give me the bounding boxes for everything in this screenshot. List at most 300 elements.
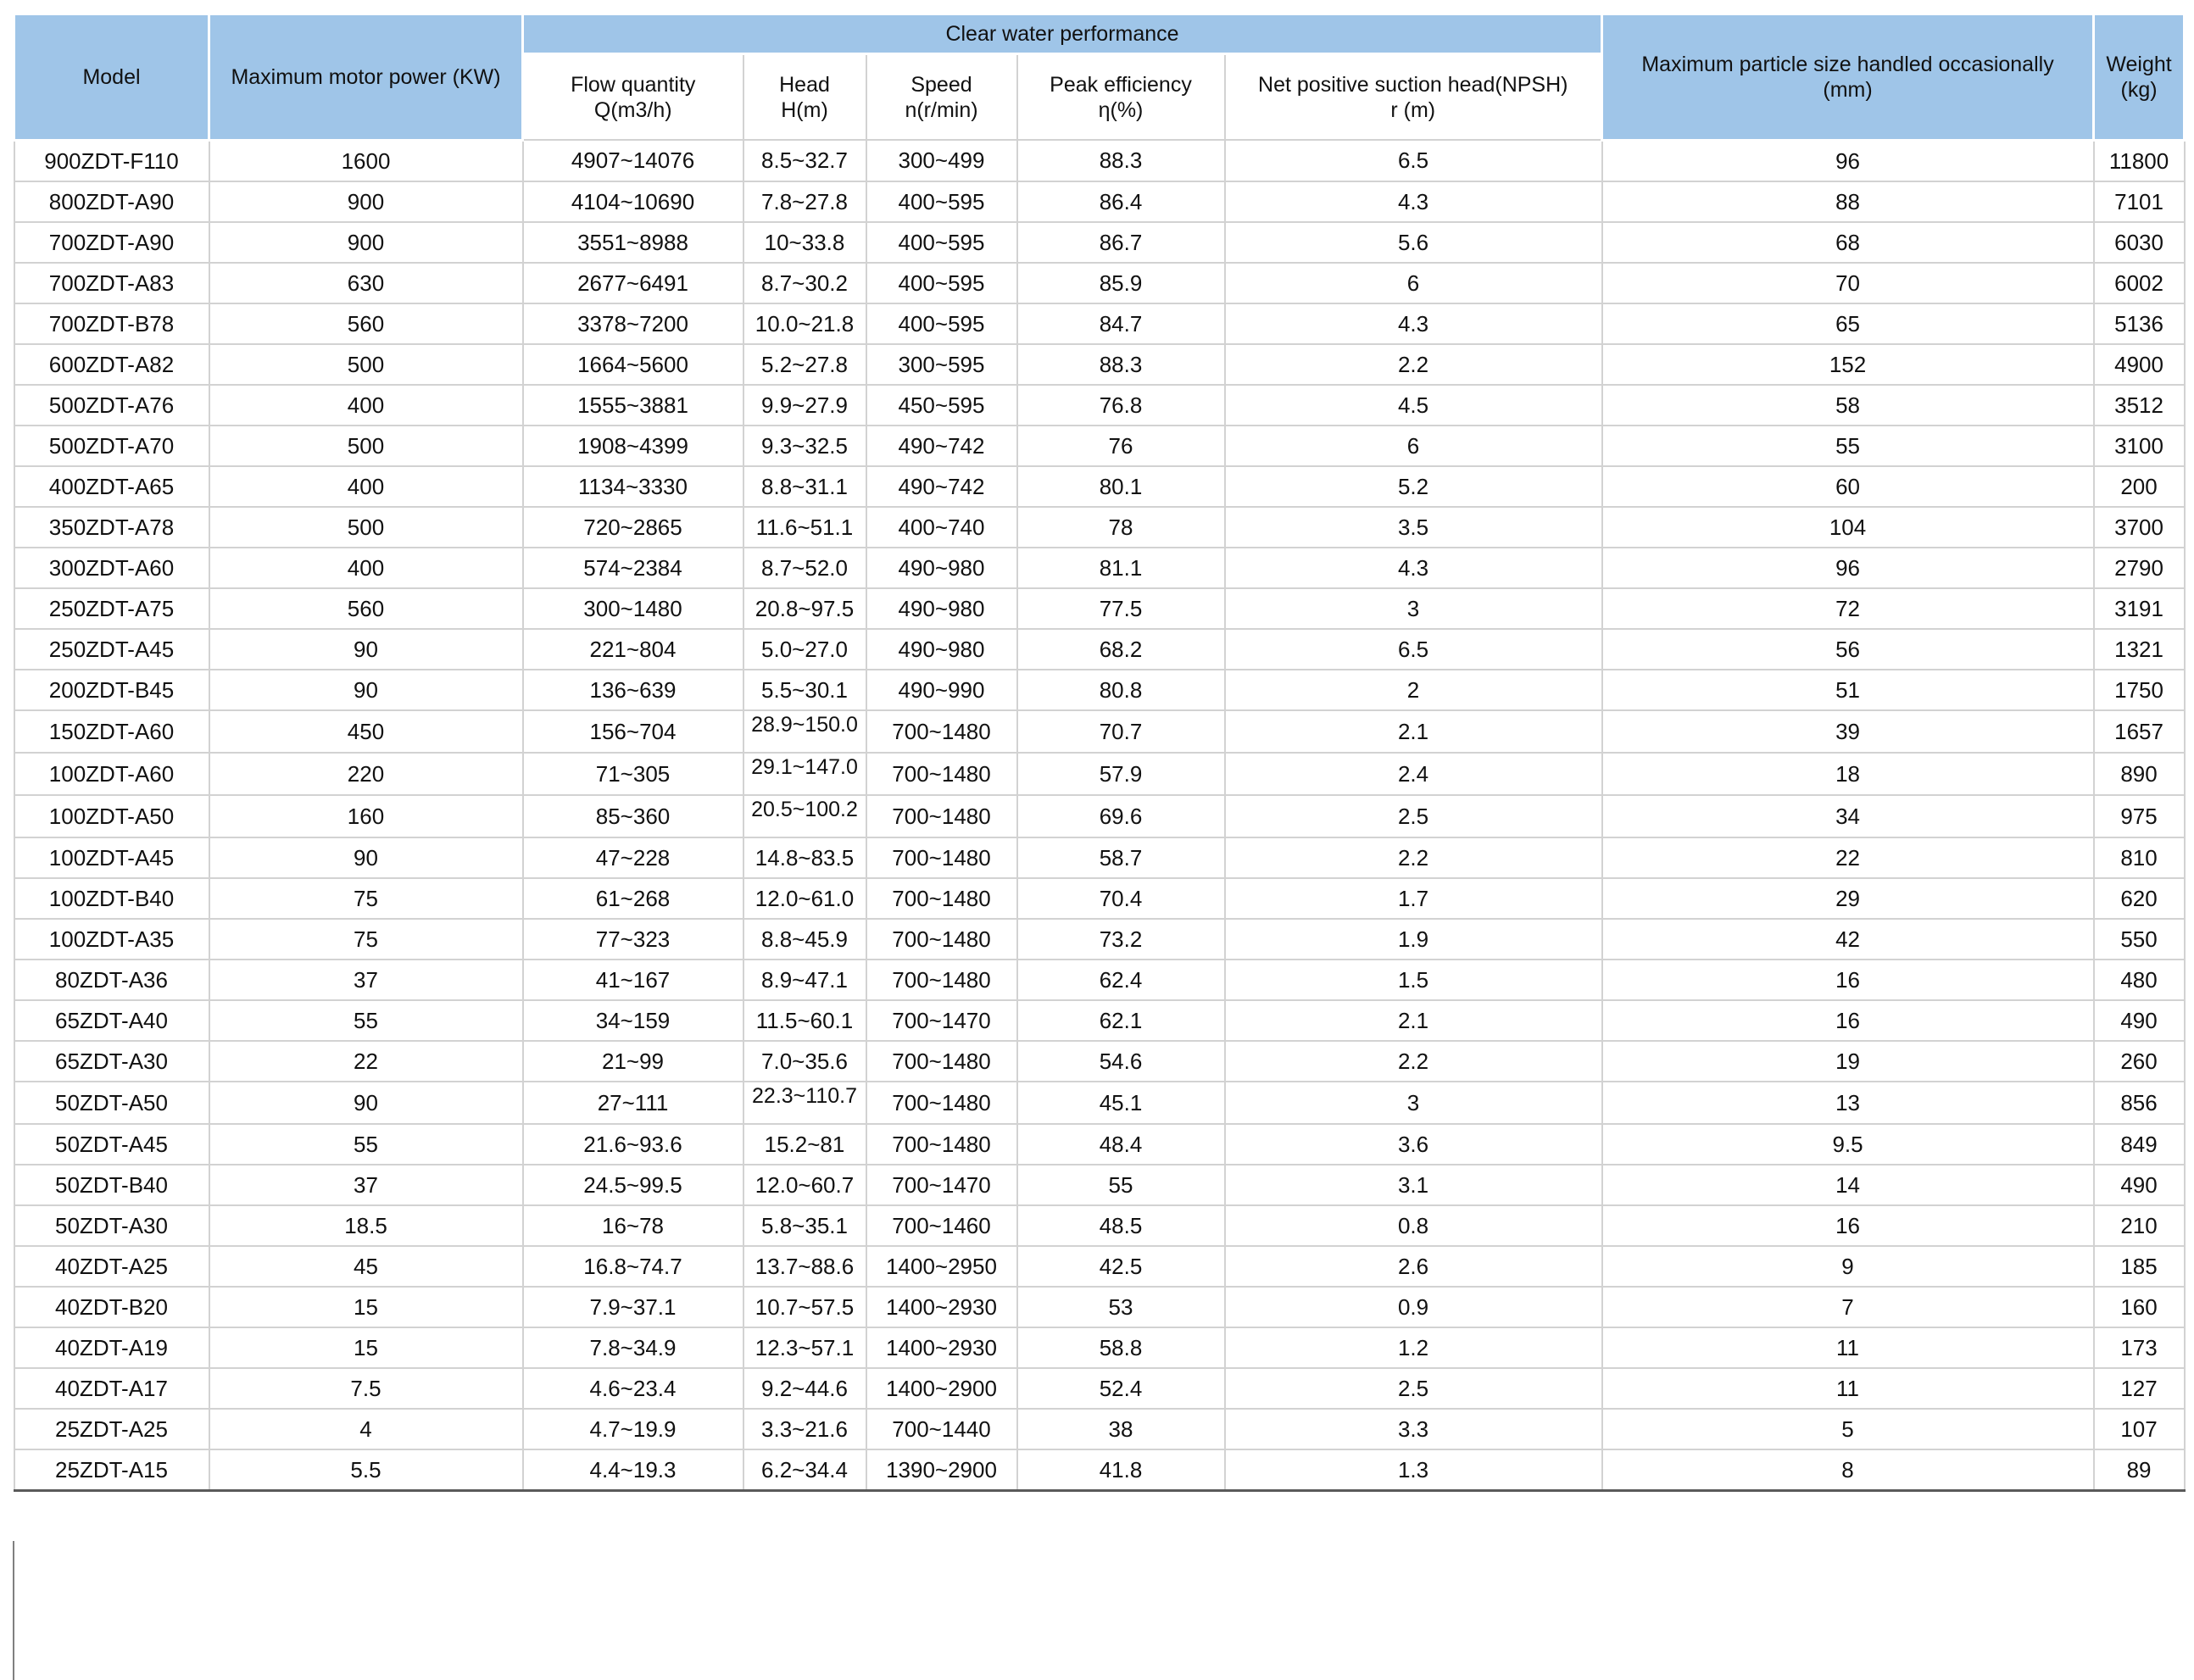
cell-speed: 400~595: [866, 222, 1017, 263]
cell-motor-power: 37: [209, 960, 523, 1000]
cell-motor-power: 400: [209, 466, 523, 507]
table-row: [14, 181, 2185, 222]
cell-npsh: 2.2: [1225, 344, 1602, 385]
cell-head: 3.3~21.6: [743, 1409, 866, 1449]
cell-model: 100ZDT-B40: [14, 878, 209, 919]
cell-model: 350ZDT-A78: [14, 507, 209, 548]
table-row: [14, 1000, 2185, 1041]
cell-flow: 1664~5600: [523, 344, 743, 385]
cell-particle-size: 29: [1602, 878, 2094, 919]
cell-model: 40ZDT-A19: [14, 1327, 209, 1368]
cell-motor-power: 500: [209, 426, 523, 466]
cell-weight: 160: [2094, 1287, 2185, 1327]
cell-speed: 400~595: [866, 263, 1017, 303]
cell-head: 29.1~147.0: [743, 753, 866, 795]
cell-model: 250ZDT-A45: [14, 629, 209, 670]
cell-npsh: 3.6: [1225, 1124, 1602, 1165]
cell-flow: 16~78: [523, 1205, 743, 1246]
cell-efficiency: 62.1: [1017, 1000, 1225, 1041]
cell-model: 700ZDT-A90: [14, 222, 209, 263]
cell-model: 40ZDT-A17: [14, 1368, 209, 1409]
cell-motor-power: 15: [209, 1287, 523, 1327]
cell-motor-power: 900: [209, 181, 523, 222]
cell-npsh: 5.6: [1225, 222, 1602, 263]
cell-flow: 85~360: [523, 795, 743, 837]
cell-weight: 856: [2094, 1082, 2185, 1124]
table-body: [14, 140, 2185, 1490]
cell-speed: 300~595: [866, 344, 1017, 385]
cell-efficiency: 70.7: [1017, 710, 1225, 753]
table-row: [14, 753, 2185, 795]
cell-motor-power: 220: [209, 753, 523, 795]
cell-speed: 700~1460: [866, 1205, 1017, 1246]
cell-flow: 77~323: [523, 919, 743, 960]
cell-npsh: 2.2: [1225, 837, 1602, 878]
table-row: [14, 466, 2185, 507]
header-efficiency-unit: η(%): [1098, 97, 1144, 122]
cell-efficiency: 62.4: [1017, 960, 1225, 1000]
table-row: [14, 919, 2185, 960]
cell-head: 9.2~44.6: [743, 1368, 866, 1409]
cell-particle-size: 5: [1602, 1409, 2094, 1449]
cell-npsh: 2.5: [1225, 795, 1602, 837]
cell-speed: 490~742: [866, 466, 1017, 507]
cell-motor-power: 18.5: [209, 1205, 523, 1246]
cell-particle-size: 9: [1602, 1246, 2094, 1287]
cell-particle-size: 9.5: [1602, 1124, 2094, 1165]
cell-particle-size: 60: [1602, 466, 2094, 507]
cell-model: 700ZDT-B78: [14, 303, 209, 344]
cell-efficiency: 73.2: [1017, 919, 1225, 960]
cell-head: 8.8~45.9: [743, 919, 866, 960]
cell-flow: 221~804: [523, 629, 743, 670]
cell-flow: 574~2384: [523, 548, 743, 588]
cell-efficiency: 45.1: [1017, 1082, 1225, 1124]
cell-particle-size: 56: [1602, 629, 2094, 670]
cell-motor-power: 22: [209, 1041, 523, 1082]
cell-motor-power: 400: [209, 548, 523, 588]
cell-head: 8.5~32.7: [743, 140, 866, 181]
table-row: [14, 548, 2185, 588]
cell-speed: 1400~2950: [866, 1246, 1017, 1287]
cell-flow: 41~167: [523, 960, 743, 1000]
cell-npsh: 0.8: [1225, 1205, 1602, 1246]
cell-motor-power: 1600: [209, 140, 523, 181]
cell-npsh: 2.1: [1225, 1000, 1602, 1041]
table-row: [14, 629, 2185, 670]
cell-efficiency: 68.2: [1017, 629, 1225, 670]
cell-npsh: 1.3: [1225, 1449, 1602, 1491]
cell-model: 40ZDT-A25: [14, 1246, 209, 1287]
header-speed: [866, 54, 1017, 141]
cell-weight: 550: [2094, 919, 2185, 960]
cell-npsh: 4.3: [1225, 181, 1602, 222]
cell-flow: 34~159: [523, 1000, 743, 1041]
cell-weight: 2790: [2094, 548, 2185, 588]
cell-npsh: 3.5: [1225, 507, 1602, 548]
cell-head: 10.7~57.5: [743, 1287, 866, 1327]
cell-particle-size: 11: [1602, 1368, 2094, 1409]
cell-speed: 1400~2930: [866, 1287, 1017, 1327]
header-head: [743, 54, 866, 141]
cell-motor-power: 90: [209, 1082, 523, 1124]
cell-weight: 490: [2094, 1165, 2185, 1205]
cell-particle-size: 58: [1602, 385, 2094, 426]
table-row: [14, 710, 2185, 753]
cell-flow: 27~111: [523, 1082, 743, 1124]
cell-weight: 11800: [2094, 140, 2185, 181]
cell-head: 12.0~61.0: [743, 878, 866, 919]
cell-speed: 490~980: [866, 629, 1017, 670]
cell-efficiency: 58.7: [1017, 837, 1225, 878]
cell-head: 6.2~34.4: [743, 1449, 866, 1491]
cell-head: 8.7~52.0: [743, 548, 866, 588]
cell-efficiency: 52.4: [1017, 1368, 1225, 1409]
cell-speed: 300~499: [866, 140, 1017, 181]
cell-head: 14.8~83.5: [743, 837, 866, 878]
cell-speed: 700~1480: [866, 795, 1017, 837]
cell-efficiency: 42.5: [1017, 1246, 1225, 1287]
pump-spec-table: [13, 13, 2186, 1492]
cell-speed: 1400~2900: [866, 1368, 1017, 1409]
cell-weight: 7101: [2094, 181, 2185, 222]
cell-weight: 3512: [2094, 385, 2185, 426]
cell-npsh: 2: [1225, 670, 1602, 710]
header-flow-label: Flow quantity: [571, 72, 696, 97]
cell-efficiency: 88.3: [1017, 140, 1225, 181]
cell-weight: 3700: [2094, 507, 2185, 548]
cell-model: 65ZDT-A40: [14, 1000, 209, 1041]
cell-speed: 700~1480: [866, 1041, 1017, 1082]
header-npsh-unit: r (m): [1390, 97, 1436, 122]
cell-weight: 480: [2094, 960, 2185, 1000]
cell-model: 300ZDT-A60: [14, 548, 209, 588]
header-flow-unit: Q(m3/h): [593, 97, 672, 122]
cell-head: 10.0~21.8: [743, 303, 866, 344]
cell-motor-power: 500: [209, 507, 523, 548]
cell-head: 22.3~110.7: [743, 1082, 866, 1124]
cell-flow: 136~639: [523, 670, 743, 710]
cell-efficiency: 69.6: [1017, 795, 1225, 837]
cell-particle-size: 14: [1602, 1165, 2094, 1205]
cell-head: 8.8~31.1: [743, 466, 866, 507]
cell-efficiency: 84.7: [1017, 303, 1225, 344]
cell-head: 28.9~150.0: [743, 710, 866, 753]
cell-head: 5.5~30.1: [743, 670, 866, 710]
cell-motor-power: 45: [209, 1246, 523, 1287]
cell-motor-power: 55: [209, 1000, 523, 1041]
cell-particle-size: 34: [1602, 795, 2094, 837]
table-row: [14, 263, 2185, 303]
cell-model: 80ZDT-A36: [14, 960, 209, 1000]
cell-head: 5.2~27.8: [743, 344, 866, 385]
cell-model: 150ZDT-A60: [14, 710, 209, 753]
cell-efficiency: 81.1: [1017, 548, 1225, 588]
cell-particle-size: 13: [1602, 1082, 2094, 1124]
cell-weight: 620: [2094, 878, 2185, 919]
cell-flow: 4104~10690: [523, 181, 743, 222]
cell-flow: 16.8~74.7: [523, 1246, 743, 1287]
cell-speed: 400~740: [866, 507, 1017, 548]
cell-efficiency: 76: [1017, 426, 1225, 466]
cell-speed: 700~1470: [866, 1165, 1017, 1205]
cell-speed: 490~980: [866, 548, 1017, 588]
cell-efficiency: 80.8: [1017, 670, 1225, 710]
cell-flow: 24.5~99.5: [523, 1165, 743, 1205]
cell-flow: 1555~3881: [523, 385, 743, 426]
cell-efficiency: 77.5: [1017, 588, 1225, 629]
cell-weight: 210: [2094, 1205, 2185, 1246]
cell-motor-power: 630: [209, 263, 523, 303]
cell-model: 50ZDT-A30: [14, 1205, 209, 1246]
cell-flow: 720~2865: [523, 507, 743, 548]
cell-model: 65ZDT-A30: [14, 1041, 209, 1082]
cell-flow: 1908~4399: [523, 426, 743, 466]
cell-weight: 107: [2094, 1409, 2185, 1449]
cell-motor-power: 15: [209, 1327, 523, 1368]
table-row: [14, 1368, 2185, 1409]
header-npsh-label: Net positive suction head(NPSH): [1258, 72, 1568, 97]
cell-efficiency: 55: [1017, 1165, 1225, 1205]
header-npsh: [1225, 54, 1602, 141]
cell-particle-size: 65: [1602, 303, 2094, 344]
header-motor-power: Maximum motor power (KW): [209, 14, 523, 141]
cell-particle-size: 22: [1602, 837, 2094, 878]
table-row: [14, 1041, 2185, 1082]
table-row: [14, 588, 2185, 629]
cell-efficiency: 48.5: [1017, 1205, 1225, 1246]
cell-motor-power: 560: [209, 303, 523, 344]
cell-particle-size: 11: [1602, 1327, 2094, 1368]
cell-particle-size: 51: [1602, 670, 2094, 710]
cell-speed: 700~1480: [866, 919, 1017, 960]
cell-model: 50ZDT-A50: [14, 1082, 209, 1124]
header-particle-size-unit: (mm): [1823, 77, 1873, 102]
header-weight-label: Weight: [2106, 52, 2172, 76]
cell-head: 5.0~27.0: [743, 629, 866, 670]
table-row: [14, 1082, 2185, 1124]
table-row: [14, 426, 2185, 466]
cell-motor-power: 90: [209, 837, 523, 878]
cell-efficiency: 38: [1017, 1409, 1225, 1449]
table-row: [14, 670, 2185, 710]
header-weight-unit: (kg): [2120, 77, 2158, 102]
cell-flow: 156~704: [523, 710, 743, 753]
cell-motor-power: 900: [209, 222, 523, 263]
header-particle-size: [1602, 14, 2094, 141]
cell-head: 10~33.8: [743, 222, 866, 263]
cell-npsh: 0.9: [1225, 1287, 1602, 1327]
cell-npsh: 6: [1225, 263, 1602, 303]
cell-speed: 400~595: [866, 303, 1017, 344]
table-row: [14, 960, 2185, 1000]
header-speed-label: Speed: [910, 72, 972, 97]
cell-flow: 4.6~23.4: [523, 1368, 743, 1409]
cell-flow: 300~1480: [523, 588, 743, 629]
cell-efficiency: 86.4: [1017, 181, 1225, 222]
cell-efficiency: 57.9: [1017, 753, 1225, 795]
cell-weight: 6030: [2094, 222, 2185, 263]
cell-particle-size: 55: [1602, 426, 2094, 466]
header-head-label: Head: [779, 72, 830, 97]
cell-head: 15.2~81: [743, 1124, 866, 1165]
cell-motor-power: 450: [209, 710, 523, 753]
header-efficiency: [1017, 54, 1225, 141]
cell-motor-power: 500: [209, 344, 523, 385]
cell-speed: 700~1480: [866, 710, 1017, 753]
cell-model: 500ZDT-A70: [14, 426, 209, 466]
cell-npsh: 2.1: [1225, 710, 1602, 753]
table-row: [14, 878, 2185, 919]
cell-model: 500ZDT-A76: [14, 385, 209, 426]
cell-particle-size: 96: [1602, 140, 2094, 181]
cell-motor-power: 75: [209, 919, 523, 960]
cell-particle-size: 7: [1602, 1287, 2094, 1327]
cell-weight: 1750: [2094, 670, 2185, 710]
cell-speed: 700~1480: [866, 1124, 1017, 1165]
cell-npsh: 5.2: [1225, 466, 1602, 507]
cell-npsh: 1.7: [1225, 878, 1602, 919]
cell-npsh: 3: [1225, 588, 1602, 629]
cell-head: 8.9~47.1: [743, 960, 866, 1000]
cell-speed: 700~1480: [866, 878, 1017, 919]
cell-speed: 700~1470: [866, 1000, 1017, 1041]
cell-model: 100ZDT-A60: [14, 753, 209, 795]
table-row: [14, 1246, 2185, 1287]
cell-model: 600ZDT-A82: [14, 344, 209, 385]
cell-particle-size: 72: [1602, 588, 2094, 629]
cell-npsh: 4.3: [1225, 548, 1602, 588]
cell-model: 200ZDT-B45: [14, 670, 209, 710]
cell-npsh: 2.6: [1225, 1246, 1602, 1287]
cell-motor-power: 90: [209, 629, 523, 670]
table-row: [14, 795, 2185, 837]
table-row: [14, 1327, 2185, 1368]
header-speed-unit: n(r/min): [905, 97, 978, 122]
cell-npsh: 1.5: [1225, 960, 1602, 1000]
cell-particle-size: 70: [1602, 263, 2094, 303]
cell-particle-size: 96: [1602, 548, 2094, 588]
cell-speed: 700~1440: [866, 1409, 1017, 1449]
cell-weight: 260: [2094, 1041, 2185, 1082]
cell-npsh: 2.2: [1225, 1041, 1602, 1082]
table-row: [14, 1205, 2185, 1246]
cell-motor-power: 5.5: [209, 1449, 523, 1491]
cell-npsh: 2.4: [1225, 753, 1602, 795]
cell-model: 40ZDT-B20: [14, 1287, 209, 1327]
cell-weight: 1657: [2094, 710, 2185, 753]
cell-head: 7.0~35.6: [743, 1041, 866, 1082]
cell-weight: 5136: [2094, 303, 2185, 344]
table-row: [14, 1287, 2185, 1327]
cell-efficiency: 78: [1017, 507, 1225, 548]
cell-flow: 21.6~93.6: [523, 1124, 743, 1165]
cell-head: 8.7~30.2: [743, 263, 866, 303]
cell-head: 20.8~97.5: [743, 588, 866, 629]
cell-npsh: 6.5: [1225, 629, 1602, 670]
cell-particle-size: 18: [1602, 753, 2094, 795]
cell-model: 100ZDT-A45: [14, 837, 209, 878]
cell-efficiency: 86.7: [1017, 222, 1225, 263]
cell-weight: 4900: [2094, 344, 2185, 385]
cell-head: 20.5~100.2: [743, 795, 866, 837]
cell-speed: 700~1480: [866, 960, 1017, 1000]
cell-particle-size: 16: [1602, 1205, 2094, 1246]
cell-motor-power: 160: [209, 795, 523, 837]
cell-motor-power: 7.5: [209, 1368, 523, 1409]
cell-flow: 21~99: [523, 1041, 743, 1082]
cell-head: 5.8~35.1: [743, 1205, 866, 1246]
cell-flow: 47~228: [523, 837, 743, 878]
cell-efficiency: 54.6: [1017, 1041, 1225, 1082]
cell-head: 12.0~60.7: [743, 1165, 866, 1205]
cell-weight: 89: [2094, 1449, 2185, 1491]
header-model: Model: [14, 14, 209, 141]
frame-border-line: [13, 1541, 14, 1680]
cell-model: 800ZDT-A90: [14, 181, 209, 222]
cell-particle-size: 39: [1602, 710, 2094, 753]
cell-flow: 7.9~37.1: [523, 1287, 743, 1327]
cell-model: 25ZDT-A15: [14, 1449, 209, 1491]
cell-head: 11.5~60.1: [743, 1000, 866, 1041]
cell-efficiency: 76.8: [1017, 385, 1225, 426]
header-efficiency-label: Peak efficiency: [1050, 72, 1192, 97]
cell-motor-power: 4: [209, 1409, 523, 1449]
cell-flow: 71~305: [523, 753, 743, 795]
cell-speed: 490~980: [866, 588, 1017, 629]
cell-weight: 200: [2094, 466, 2185, 507]
cell-weight: 127: [2094, 1368, 2185, 1409]
cell-particle-size: 68: [1602, 222, 2094, 263]
cell-speed: 490~742: [866, 426, 1017, 466]
cell-npsh: 4.3: [1225, 303, 1602, 344]
cell-motor-power: 90: [209, 670, 523, 710]
cell-head: 9.3~32.5: [743, 426, 866, 466]
cell-motor-power: 37: [209, 1165, 523, 1205]
cell-npsh: 2.5: [1225, 1368, 1602, 1409]
table-row: [14, 1124, 2185, 1165]
table-row: [14, 1409, 2185, 1449]
header-clear-water-performance: Clear water performance: [523, 14, 1602, 54]
cell-particle-size: 42: [1602, 919, 2094, 960]
cell-npsh: 6: [1225, 426, 1602, 466]
table-row: [14, 507, 2185, 548]
cell-flow: 7.8~34.9: [523, 1327, 743, 1368]
cell-efficiency: 48.4: [1017, 1124, 1225, 1165]
cell-speed: 1390~2900: [866, 1449, 1017, 1491]
cell-head: 9.9~27.9: [743, 385, 866, 426]
table-row: [14, 303, 2185, 344]
cell-npsh: 3: [1225, 1082, 1602, 1124]
cell-head: 12.3~57.1: [743, 1327, 866, 1368]
cell-particle-size: 104: [1602, 507, 2094, 548]
cell-head: 7.8~27.8: [743, 181, 866, 222]
cell-model: 50ZDT-A45: [14, 1124, 209, 1165]
cell-npsh: 1.2: [1225, 1327, 1602, 1368]
cell-speed: 1400~2930: [866, 1327, 1017, 1368]
table-row: [14, 1449, 2185, 1491]
header-weight: [2094, 14, 2185, 141]
cell-model: 100ZDT-A35: [14, 919, 209, 960]
cell-model: 50ZDT-B40: [14, 1165, 209, 1205]
cell-efficiency: 53: [1017, 1287, 1225, 1327]
cell-efficiency: 41.8: [1017, 1449, 1225, 1491]
cell-motor-power: 55: [209, 1124, 523, 1165]
cell-model: 400ZDT-A65: [14, 466, 209, 507]
cell-motor-power: 560: [209, 588, 523, 629]
cell-flow: 2677~6491: [523, 263, 743, 303]
cell-weight: 173: [2094, 1327, 2185, 1368]
